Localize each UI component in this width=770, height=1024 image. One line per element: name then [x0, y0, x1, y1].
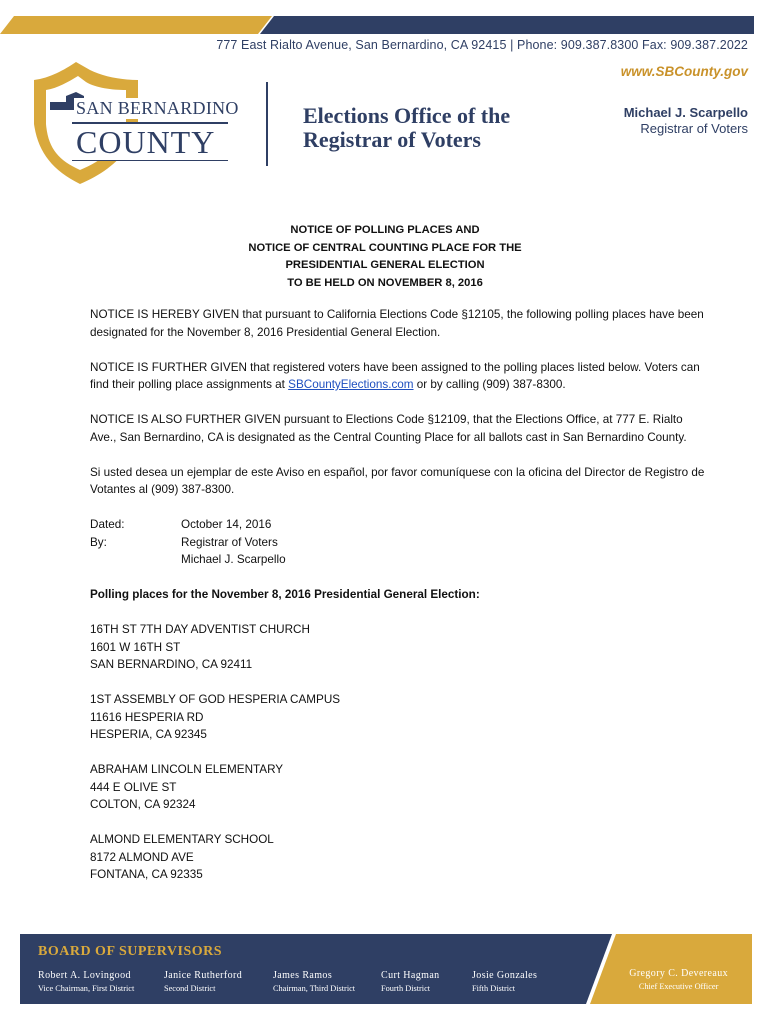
polling-place-street: 8172 ALMOND AVE — [90, 850, 194, 864]
polling-place-city: FONTANA, CA 92335 — [90, 868, 203, 881]
paragraph-text: or by calling (909) 387-8300. — [413, 378, 566, 391]
polling-places-title: Polling places for the November 8, 2016 Presidential General Election: — [90, 588, 480, 601]
dated-label: Dated: — [90, 518, 125, 531]
supervisor-name: Curt Hagman — [381, 970, 440, 981]
registrar-name: Michael J. Scarpello — [623, 105, 748, 120]
website-link[interactable]: www.SBCounty.gov — [620, 64, 748, 79]
supervisor-name: Robert A. Lovingood — [38, 970, 131, 981]
registrar-block — [624, 105, 748, 137]
polling-place-name: ABRAHAM LINCOLN ELEMENTARY — [90, 763, 284, 776]
contact-line: 777 East Rialto Avenue, San Bernardino, CA 92415 | Phone: 909.387.8300 Fax: 909.387.2022 — [216, 38, 748, 52]
elections-website-link[interactable]: SBCountyElections.com — [288, 378, 414, 391]
supervisor-name: Janice Rutherford — [164, 970, 243, 981]
by-label: By: — [90, 535, 107, 549]
notice-paragraph-spanish: Si usted desea un ejemplar de este Aviso en español, por favor comuníquese con la oficina del Director de Registro de Votantes al (909) 387-8300. — [90, 465, 705, 496]
polling-place-street: 444 E OLIVE ST — [90, 780, 177, 794]
polling-place-city: HESPERIA, CA 92345 — [90, 728, 207, 741]
office-title — [303, 104, 510, 152]
logo-county-name: SAN BERNARDINO — [76, 98, 239, 118]
supervisor-role: Fifth District — [472, 984, 516, 993]
supervisor — [273, 970, 355, 993]
ceo-role: Chief Executive Officer — [638, 982, 719, 991]
supervisor-name: Josie Gonzales — [472, 970, 538, 981]
notice-heading-line: NOTICE OF CENTRAL COUNTING PLACE FOR THE — [248, 241, 522, 254]
logo-rule-bottom — [72, 160, 228, 161]
supervisor-role: Fourth District — [381, 984, 431, 993]
office-title-line1: Elections Office of the — [303, 103, 511, 128]
dated-value: October 14, 2016 — [181, 518, 272, 531]
signature-table — [90, 516, 286, 569]
ceo-name: Gregory C. Devereaux — [629, 968, 728, 979]
notice-paragraph-1: NOTICE IS HEREBY GIVEN that pursuant to California Elections Code §12105, the following polling places have been designated for the November 8, 2016 Presidential General Election. — [90, 308, 704, 339]
polling-place-city: COLTON, CA 92324 — [90, 798, 196, 811]
notice-paragraph-2 — [90, 359, 710, 394]
supervisor-role: Vice Chairman, First District — [38, 984, 135, 993]
supervisor — [164, 970, 242, 993]
supervisor — [381, 970, 440, 993]
blank-label — [90, 551, 181, 569]
notice-heading-line: PRESIDENTIAL GENERAL ELECTION — [285, 259, 485, 271]
polling-place-name: ALMOND ELEMENTARY SCHOOL — [90, 833, 274, 846]
header-band — [0, 16, 754, 34]
polling-place — [90, 621, 710, 674]
footer-board-of-supervisors — [20, 934, 752, 1004]
polling-place-name: 1ST ASSEMBLY OF GOD HESPERIA CAMPUS — [90, 693, 341, 706]
polling-place-city: SAN BERNARDINO, CA 92411 — [90, 658, 253, 671]
logo-county-word: COUNTY — [76, 124, 216, 160]
board-title: BOARD OF SUPERVISORS — [38, 944, 223, 959]
polling-place — [90, 831, 710, 884]
paragraph-text: NOTICE IS FURTHER GIVEN that registered voters have been assigned to the polling places listed below. Voters can find their polling place assignments at — [90, 360, 700, 391]
by-value: Registrar of Voters — [181, 535, 278, 549]
notice-paragraph-3: NOTICE IS ALSO FURTHER GIVEN pursuant to Elections Code §12109, that the Elections Office, at 777 E. Rialto Ave., San Bernardino, CA is designated as the Central Counting Place for all ballots cast in San Bernardino County. — [90, 413, 687, 444]
office-title-line2: Registrar of Voters — [303, 127, 481, 152]
supervisor-name: James Ramos — [273, 970, 333, 981]
chief-executive — [629, 968, 728, 991]
header-divider — [266, 82, 268, 166]
signer-name: Michael J. Scarpello — [181, 553, 286, 566]
polling-place — [90, 761, 710, 814]
county-logo — [26, 62, 241, 184]
supervisor — [38, 970, 134, 993]
polling-place-street: 11616 HESPERIA RD — [90, 710, 204, 724]
notice-heading-line: TO BE HELD ON NOVEMBER 8, 2016 — [287, 276, 483, 289]
polling-place-street: 1601 W 16TH ST — [90, 640, 181, 654]
registrar-title: Registrar of Voters — [640, 121, 748, 136]
polling-place — [90, 691, 710, 744]
notice-heading — [0, 222, 770, 292]
supervisor-role: Chairman, Third District — [273, 984, 356, 993]
notice-heading-line: NOTICE OF POLLING PLACES AND — [290, 224, 480, 236]
supervisor — [472, 970, 537, 993]
supervisor-role: Second District — [164, 984, 216, 993]
notice-body — [90, 306, 710, 901]
polling-place-name: 16TH ST 7TH DAY ADVENTIST CHURCH — [90, 623, 310, 636]
